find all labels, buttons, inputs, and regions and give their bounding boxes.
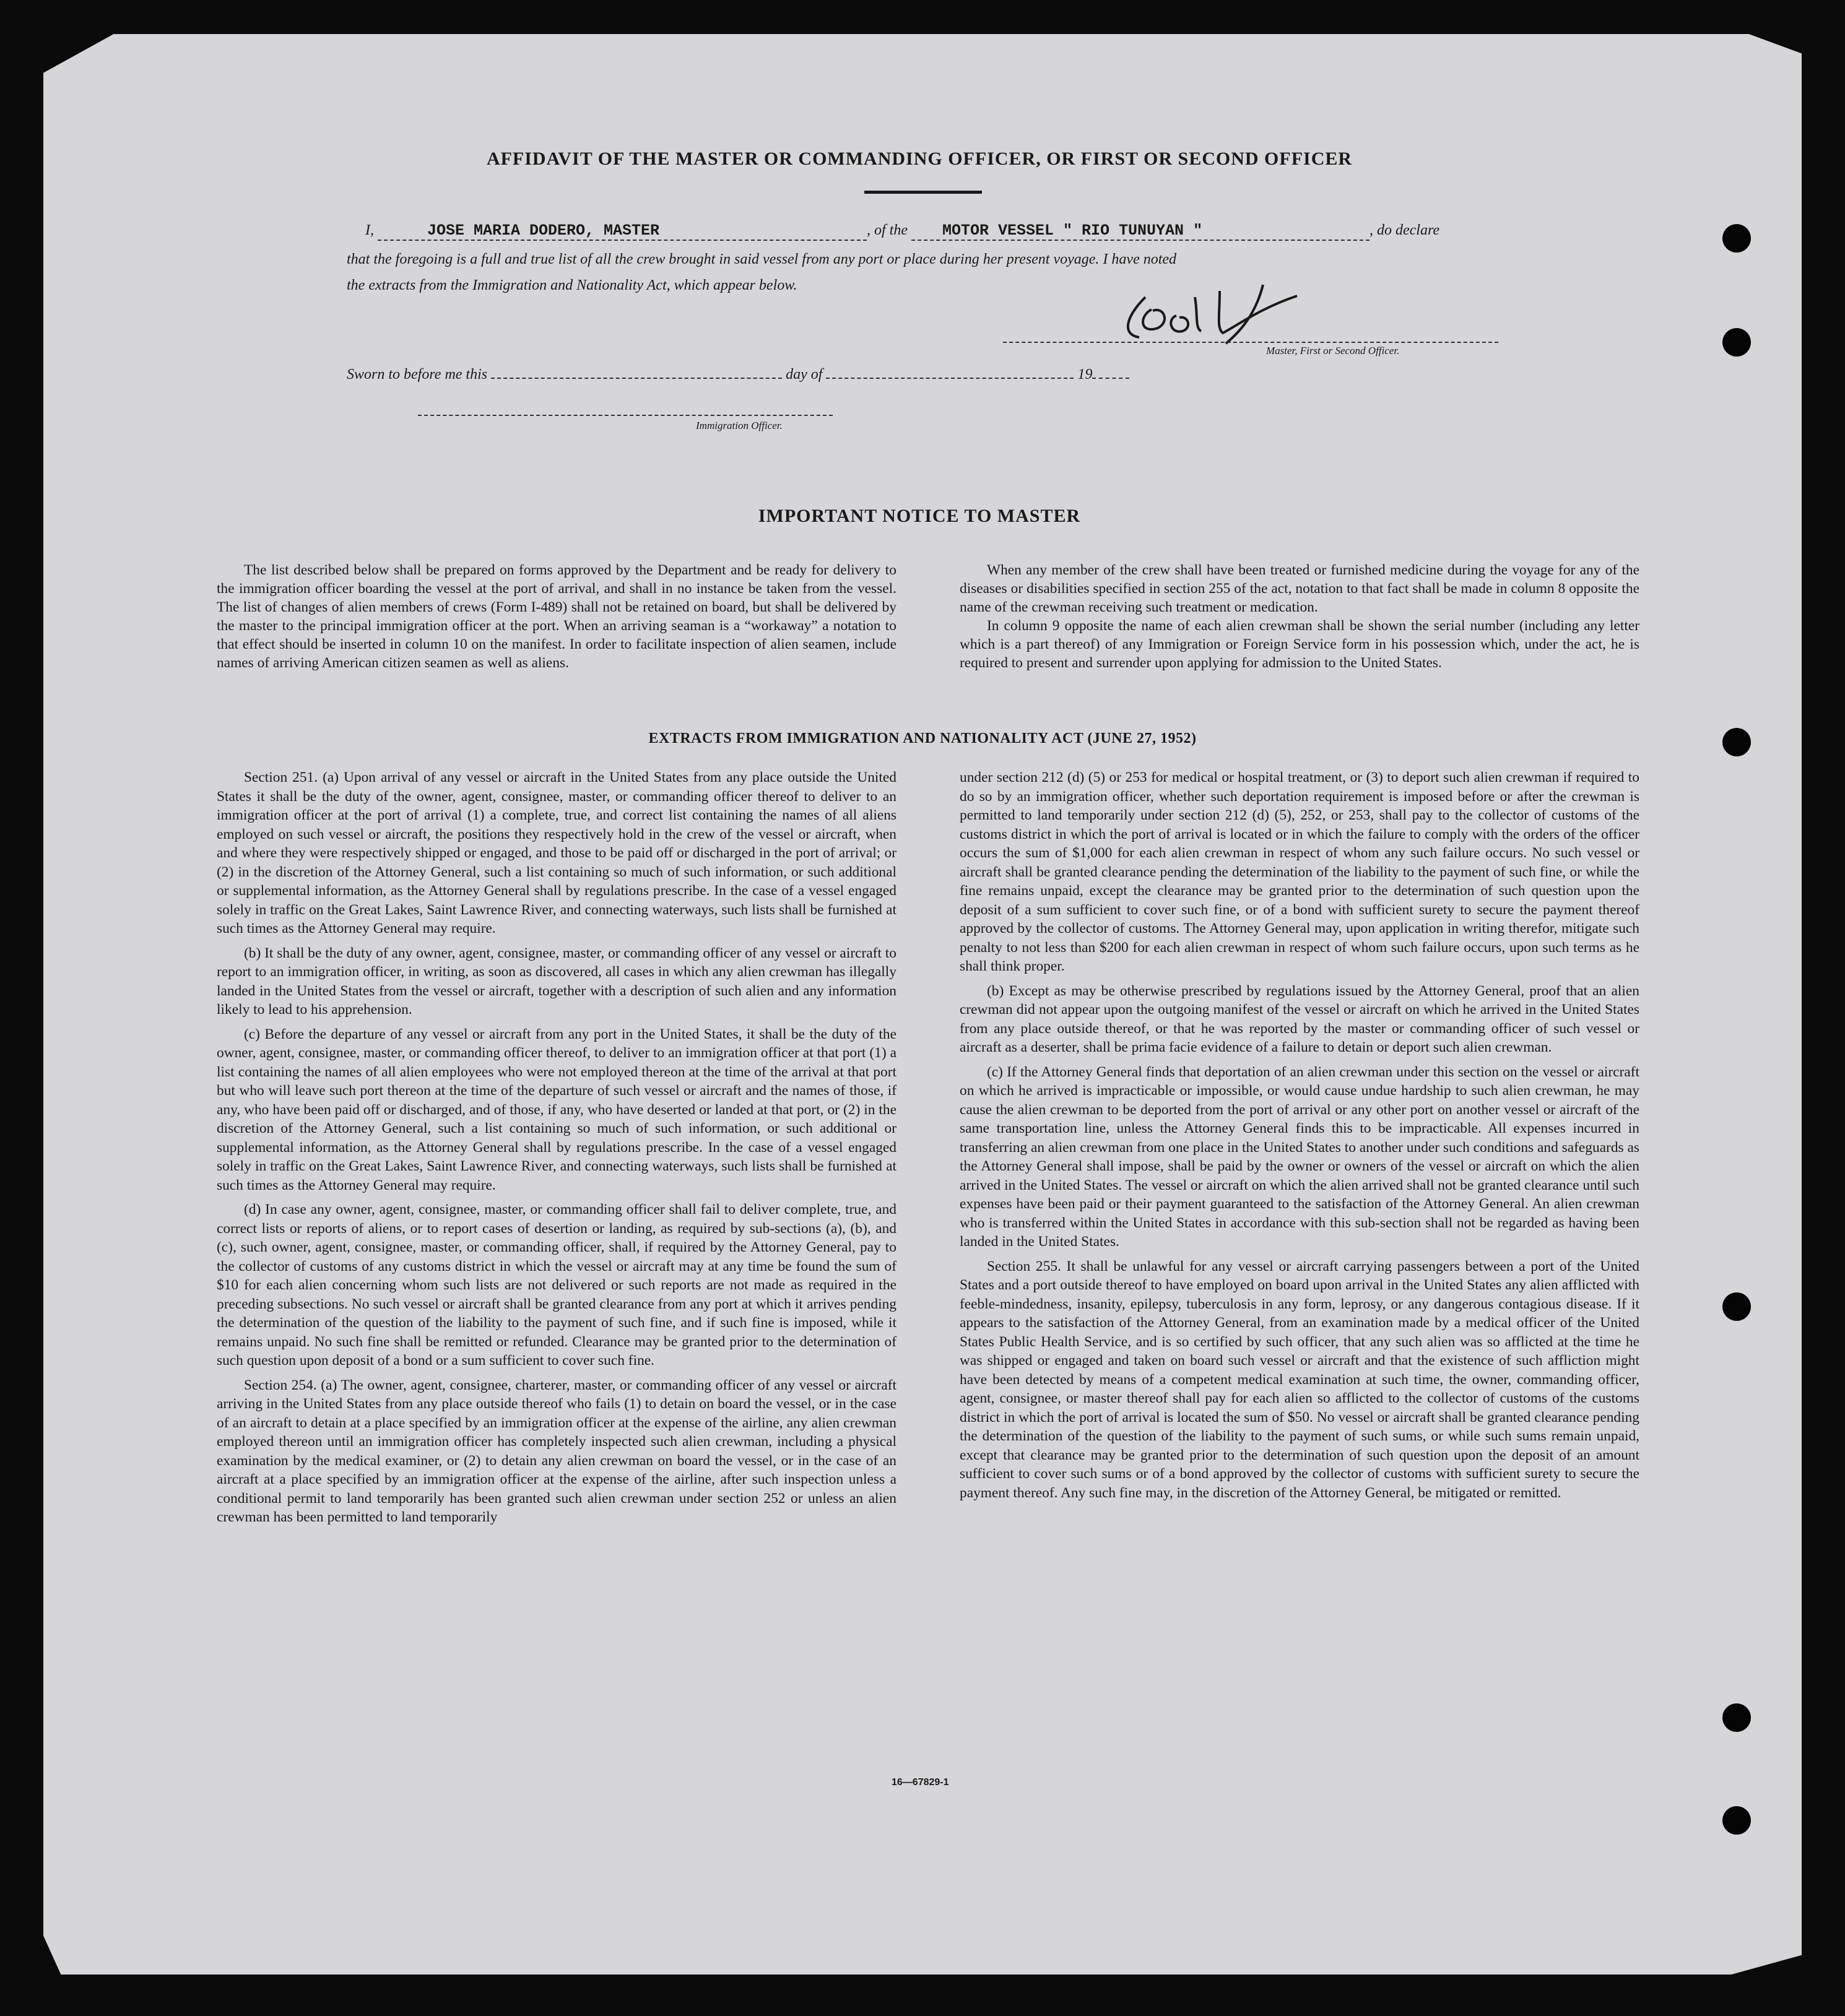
affidavit-lead: I, — [365, 222, 374, 238]
affidavit-line-3: the extracts from the Immigration and Nationality Act, which appear below. — [347, 277, 797, 293]
binder-hole — [1722, 1703, 1751, 1732]
extracts-right-column — [960, 768, 1639, 1508]
master-name: JOSE MARIA DODERO, MASTER — [427, 222, 660, 240]
year-prefix: 19 — [1077, 366, 1093, 383]
vessel-name: MOTOR VESSEL " RIO TUNUYAN " — [942, 222, 1203, 240]
affidavit-title: AFFIDAVIT OF THE MASTER OR COMMANDING OFFICER, OR FIRST OR SECOND OFFICER — [486, 149, 1353, 169]
master-signature — [1102, 279, 1362, 347]
signature-line — [1003, 342, 1498, 343]
of-the-text: , of the — [867, 222, 908, 238]
section-251c: (c) Before the departure of any vessel or aircraft from any port in the United States, it shall be the duty of the owner, agent, consignee, master, or commanding officer thereof, to deliver to an immigration officer at that port (1) a list containing the names of all alien employees who were not employed thereon at the time of the arrival at that port but who will leave such port thereon at the time of the departure of such vessel or aircraft and the names of those, if any, who have been paid off or discharged, and of those, if any, who have deserted or landed at that port, or (2) in the discretion of the Attorney General, such a list containing so much of such information, or such additional or supplemental information, as the Attorney General shall by regulations prescribe. In the case of a vessel engaged solely in traffic on the Great Lakes, Saint Lawrence River, and connecting waterways, such lists shall be furnished at such times as the Attorney General may require. — [217, 1026, 896, 1193]
notice-right-paragraph-1: When any member of the crew shall have been treated or furnished medicine during the voyage for any of the diseases or disabilities specified in section 255 of the act, notation to that fact shall be made in column 8 opposite the name of the crewman receiving such treatment or medication. — [960, 562, 1639, 615]
immigration-officer-line — [418, 415, 833, 416]
section-254b: (b) Except as may be otherwise prescribed by regulations issued by the Attorney General, proof that an alien crewman did not appear upon the outgoing manifest of the vessel or aircraft on which he arrived in the United States from any place outside thereof, or that he was reported by the master or commanding officer of such vessel or aircraft as a deserter, shall be prima facie evidence of a failure to detain or deport such alien crewman. — [960, 982, 1639, 1055]
sworn-line — [347, 366, 1152, 383]
binder-hole — [1722, 224, 1751, 253]
section-255: Section 255. It shall be unlawful for any vessel or aircraft carrying passengers between a port of the United States and a port outside thereof to have employed on board upon arrival in the United States any alien afflicted with feeble-mindedness, insanity, epilepsy, tuberculosis in any form, leprosy, or any dangerous contagious disease. If it appears to the satisfaction of the Attorney General, from an examination made by a medical officer of the United States Public Health Service, and is so certified by such officer, that any such alien was so afflicted at the time he was shipped or engaged and taken on board such vessel or aircraft and that the existence of such affliction might have been detected by means of a competent medical examination at such time, the owner, commanding officer, agent, consignee, or master thereof shall pay for each alien so afflicted to the collector of customs of the customs district in which the port of arrival is located the sum of $50. No vessel or aircraft shall be granted clearance pending the determination of the question of the liability to the payment of such sums, or while such sums remain unpaid, except that clearance may be granted prior to the determination of such question upon the deposit of an amount sufficient to cover such sums or of a bond approved by the collector of customs with sufficient surety to secure the payment thereof. Any such fine may, in the discretion of the Attorney General, be mitigated or remitted. — [960, 1258, 1639, 1501]
form-number: 16—67829-1 — [892, 1777, 949, 1788]
notice-title: IMPORTANT NOTICE TO MASTER — [758, 506, 1081, 526]
master-name-field — [378, 222, 867, 241]
section-254a-continued: under section 212 (d) (5) or 253 for medical or hospital treatment, or (3) to deport such alien crewman if required to do so by an immigration officer, whether such deportation requirement is imposed before or after the crewman is permitted to land temporarily under section 212 (d) (5), 252, or 253, shall pay to the collector of customs of the customs district in which the port of arrival is located or in which the failure to comply with the orders of the officer occurs the sum of $1,000 for each alien crewman in respect of whom any such failure occurs. No such vessel or aircraft shall be granted clearance pending the determination of the liability to the payment of such fine, or while the fine remains unpaid, except the clearance may be granted prior to the determination of such question upon the deposit of a sum sufficient to cover such fine, or of a bond with sufficient surety to secure the payment thereof approved by the collector of customs. The Attorney General may, upon application in writing therefor, mitigate such penalty to not less than $200 for each alien crewman in respect of whom such failure occurs, upon such terms as he shall think proper. — [960, 769, 1639, 974]
sworn-label: Sworn to before me this — [347, 366, 488, 383]
sworn-month-field — [826, 378, 1074, 379]
notice-right-paragraph-2: In column 9 opposite the name of each alien crewman shall be shown the serial number (including any letter which is a part thereof) of any Immigration or Foreign Service form in his possession which, under the act, he is required to present and surrender upon applying for admission to the United States. — [960, 618, 1639, 671]
notice-right-column — [960, 561, 1639, 672]
immigration-officer-caption: Immigration Officer. — [696, 420, 783, 431]
section-254c: (c) If the Attorney General finds that deportation of an alien crewman under this section on the vessel or aircraft on which he arrived is impracticable or impossible, or would cause undue hardship to such alien crewman, he may cause the alien crewman to be deported from the port of arrival or any other port on another vessel or aircraft of the same transportation line, unless the Attorney General finds this to be impracticable. All expenses incurred in transferring an alien crewman from one place in the United States to another under such conditions and safeguards as the Attorney General shall impose, shall be paid by the owner or owners of the vessel or aircraft on which the alien arrived in the United States. The vessel or aircraft on which the alien arrived shall not be granted clearance until such expenses have been paid or their payment guaranteed to the satisfaction of the Attorney General. An alien crewman who is transferred within the United States in accordance with this sub-section shall not be regarded as having been landed in the United States. — [960, 1063, 1639, 1250]
binder-hole — [1722, 328, 1751, 357]
section-251b: (b) It shall be the duty of any owner, agent, consignee, master, or commanding officer of any vessel or aircraft to report to an immigration officer, in writing, as soon as discovered, all cases in which any alien crewman has illegally landed in the United States from the vessel or aircraft, together with a description of such alien and any information likely to lead to his apprehension. — [217, 945, 896, 1018]
notice-left-paragraph: The list described below shall be prepared on forms approved by the Department and be ready for delivery to the immigration officer boarding the vessel at the port of arrival, and shall in no instance be taken from the vessel. The list of changes of alien members of crews (Form I-489) shall not be retained on board, but shall be delivered by the master to the principal immigration officer at the port. When an arriving seaman is a “workaway” a notation to that effect should be inserted in column 10 on the manifest. In order to facilitate inspection of alien seamen, include names of arriving American citizen seamen as well as aliens. — [217, 562, 896, 671]
day-of-label: day of — [786, 366, 823, 383]
sworn-day-field — [491, 378, 782, 379]
binder-hole — [1722, 1806, 1751, 1835]
extracts-title: EXTRACTS FROM IMMIGRATION AND NATIONALITY ACT (JUNE 27, 1952) — [648, 730, 1197, 746]
do-declare-text: , do declare — [1370, 222, 1440, 238]
section-254a: Section 254. (a) The owner, agent, consignee, charterer, master, or commanding officer of any vessel or aircraft arriving in the United States from any place outside thereof who fails (1) to detain on board the vessel, or in the case of an aircraft to detain at a place specified by an immigration officer at the expense of the airline, any alien crewman employed thereon until an immigration officer has completely inspected such alien crewman, including a physical examination by the medical examiner, or (2) to detain any alien crewman on board the vessel, or in the case of an aircraft at a place specified by an immigration officer at the expense of the airline, after such inspection unless a conditional permit to land temporarily has been granted such alien crewman under section 252 or unless an alien crewman has been permitted to land temporarily — [217, 1377, 896, 1525]
section-251a: Section 251. (a) Upon arrival of any vessel or aircraft in the United States from any place outside the United States it shall be the duty of the owner, agent, consignee, master, or commanding officer thereof to deliver to an immigration officer at the port of arrival (1) a complete, true, and correct list containing the names of all aliens employed on such vessel or aircraft, the positions they respectively hold in the crew of the vessel or aircraft, when and where they were respectively shipped or engaged, and those to be paid off or discharged in the port of arrival; or (2) in the discretion of the Attorney General, such a list containing so much of such information, or such additional or supplemental information, as the Attorney General shall by regulations prescribe. In the case of a vessel engaged solely in traffic on the Great Lakes, Saint Lawrence River, and connecting waterways, such lists shall be furnished at such times as the Attorney General may require. — [217, 769, 896, 937]
binder-hole — [1722, 1292, 1751, 1321]
extracts-left-column — [217, 768, 896, 1533]
notice-left-column — [217, 561, 896, 672]
vessel-name-field — [911, 222, 1370, 241]
affidavit-line-2: that the foregoing is a full and true list of all the crew brought in said vessel from any port or place during her present voyage. I have noted — [347, 251, 1177, 267]
binder-hole — [1722, 728, 1751, 756]
sworn-year-field — [1092, 378, 1129, 379]
section-251d: (d) In case any owner, agent, consignee, master, or commanding officer shall fail to deliver complete, true, and correct lists or reports of aliens, or to report cases of desertion or landing, as required by sub-sections (a), (b), and (c), such owner, agent, consignee, master, or commanding officer, shall, if required by the Attorney General, pay to the collector of customs of any customs district in which the vessel or aircraft may at any time be found the sum of $10 for each alien concerning whom such lists are not delivered or such reports are not made as required in the preceding subsections. No such vessel or aircraft shall be granted clearance from any port at which it arrives pending the determination of the question of the liability to the payment of such fine, and if such fine is imposed, while it remains unpaid. No such fine shall be remitted or refunded. Clearance may be granted prior to the determination of such question upon deposit of a bond or a sum sufficient to cover such fine. — [217, 1201, 896, 1369]
signature-caption: Master, First or Second Officer. — [1266, 345, 1400, 357]
affidavit-declaration-line — [365, 222, 1504, 241]
title-underline — [864, 191, 982, 194]
